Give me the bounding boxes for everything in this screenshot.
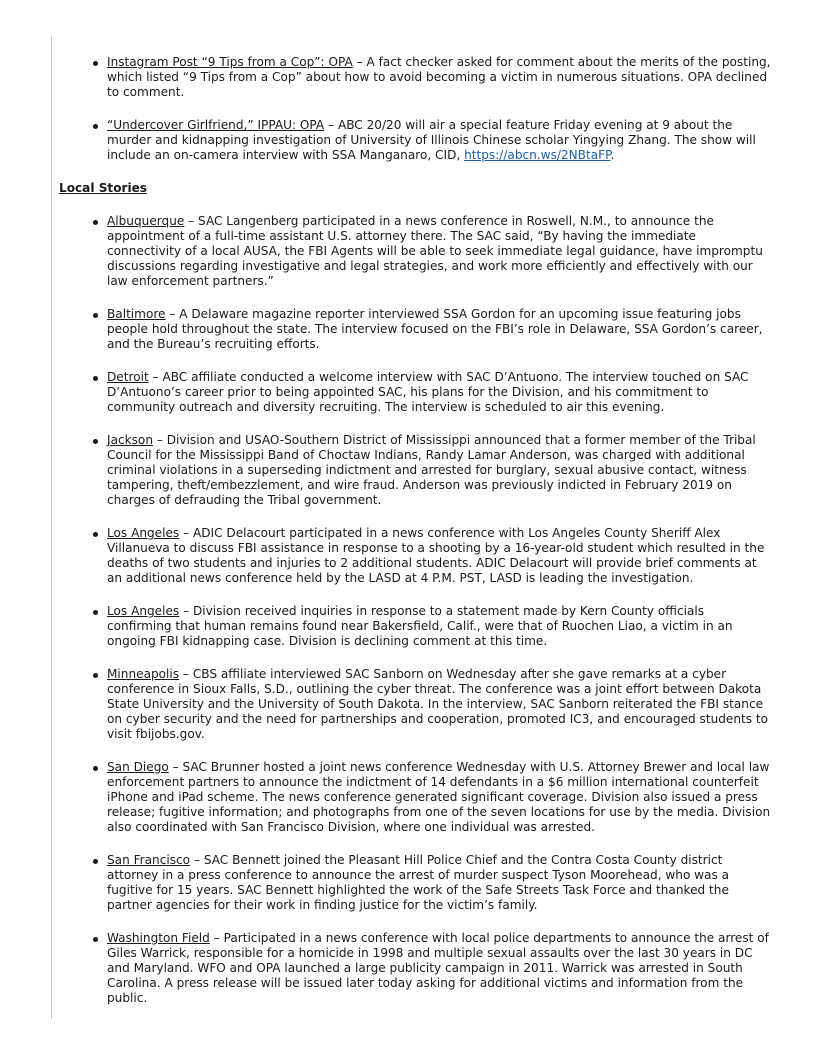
list-item [107, 55, 771, 100]
local-stories-heading: Local Stories [59, 181, 148, 195]
item-text: – SAC Bennett joined the Pleasant Hill Police Chief and the Contra Costa County district attorney in a press conference to announce the arrest of murder suspect Tyson Moorehead, who was a fugitive for 15 years. SAC Bennett highlighted the work of the Safe Streets Task Force and thanked the partner agencies for their work in finding justice for the victim’s family. [107, 853, 730, 912]
item-label: Baltimore [107, 307, 166, 321]
list-item [107, 604, 771, 649]
abc-news-link[interactable]: https://abcn.ws/2NBtaFP [464, 148, 611, 162]
item-label: Albuquerque [107, 214, 185, 228]
list-item [107, 526, 771, 586]
list-item [107, 760, 771, 835]
item-label: Detroit [107, 370, 149, 384]
item-text: – ADIC Delacourt participated in a news conference with Los Angeles County Sheriff Alex Villanueva to discuss FBI assistance in response to a shooting by a 16-year-old student which resulted in the deaths of two students and injuries to 2 additional students. ADIC Delacourt will provide brief comments at an additional news conference held by the LASD at 4 P.M. PST, LASD is leading the investigation. [107, 526, 765, 585]
list-item [107, 853, 771, 913]
item-text: – SAC Brunner hosted a joint news conference Wednesday with U.S. Attorney Brewer and local law enforcement partners to announce the indictment of 14 defendants in a $6 million international counterfeit iPhone and iPad scheme. The news conference generated significant coverage. Division also issued a press release; fugitive information; and photographs from one of the seven locations for use by the media. Division also coordinated with San Francisco Division, where one individual was arrested. [107, 760, 771, 834]
list-item [107, 118, 771, 163]
item-text: – Participated in a news conference with local police departments to announce the arrest of Giles Warrick, responsible for a homicide in 1998 and multiple sexual assaults over the last 30 years in DC and Maryland. WFO and OPA launched a large publicity campaign in 2011. Warrick was arrested in South Carolina. A press release will be issued later today asking for additional victims and information from the public. [107, 931, 769, 1005]
item-text: – ABC affiliate conducted a welcome interview with SAC D’Antuono. The interview touched on SAC D’Antuono’s career prior to being appointed SAC, his plans for the Division, and his commitment to community outreach and diversity recruiting. The interview is scheduled to air this evening. [107, 370, 749, 414]
item-label: “Undercover Girlfriend,” IPPAU: OPA [107, 118, 325, 132]
item-text: – SAC Langenberg participated in a news conference in Roswell, N.M., to announce the appointment of a full-time assistant U.S. attorney there. The SAC said, “By having the immediate connectivity of a local AUSA, the FBI Agents will be able to seek immediate legal guidance, have impromptu discussions regarding investigative and legal strategies, and work more efficiently and effectively with our law enforcement partners.” [107, 214, 763, 288]
list-item [107, 931, 771, 1006]
item-text: – CBS affiliate interviewed SAC Sanborn on Wednesday after she gave remarks at a cyber conference in Sioux Falls, S.D., outlining the cyber threat. The conference was a joint effort between Dakota State University and the University of South Dakota. In the interview, SAC Sanborn reiterated the FBI stance on cyber security and the need for partnerships and cooperation, promoted IC3, and encouraged students to visit fbijobs.gov. [107, 667, 769, 741]
item-text: – Division received inquiries in response to a statement made by Kern County officials confirming that human remains found near Bakersfield, Calif., were that of Ruochen Liao, a victim in an ongoing FBI kidnapping case. Division is declining comment at this time. [107, 604, 733, 648]
item-text: – A Delaware magazine reporter interviewed SSA Gordon for an upcoming issue featuring jobs people hold throughout the state. The interview focused on the FBI’s role in Delaware, SSA Gordon’s career, and the Bureau’s recruiting efforts. [107, 307, 763, 351]
item-text: – ABC 20/20 will air a special feature Friday evening at 9 about the murder and kidnapping investigation of University of Illinois Chinese scholar Yingying Zhang. The show will include an on-camera interview with SSA Manganaro, CID, [107, 118, 756, 162]
item-label: Los Angeles [107, 526, 180, 540]
item-label: Los Angeles [107, 604, 180, 618]
item-label: Instagram Post “9 Tips from a Cop”: OPA [107, 55, 353, 69]
document-page [59, 55, 771, 1024]
item-text-end: . [610, 148, 615, 162]
item-text: – Division and USAO-Southern District of Mississippi announced that a former member of the Tribal Council for the Mississippi Band of Choctaw Indians, Randy Lamar Anderson, was charged with additional criminal violations in a superseding indictment and arrested for burglary, sexual abusive contact, witness tampering, theft/embezzlement, and wire fraud. Anderson was previously indicted in February 2019 on charges of defrauding the Tribal government. [107, 433, 756, 507]
list-item [107, 214, 771, 289]
item-text: – A fact checker asked for comment about the merits of the posting, which listed “9 Tips from a Cop” about how to avoid becoming a victim in numerous situations. OPA declined to comment. [107, 55, 771, 99]
item-label: Washington Field [107, 931, 210, 945]
left-margin-rule [51, 36, 52, 1019]
list-item [107, 370, 771, 415]
list-item [107, 667, 771, 742]
local-stories-list [59, 214, 771, 1006]
list-item [107, 433, 771, 508]
item-label: Minneapolis [107, 667, 180, 681]
item-label: Jackson [107, 433, 153, 447]
list-item [107, 307, 771, 352]
item-label: San Francisco [107, 853, 191, 867]
item-label: San Diego [107, 760, 169, 774]
national-stories-list [59, 55, 771, 163]
